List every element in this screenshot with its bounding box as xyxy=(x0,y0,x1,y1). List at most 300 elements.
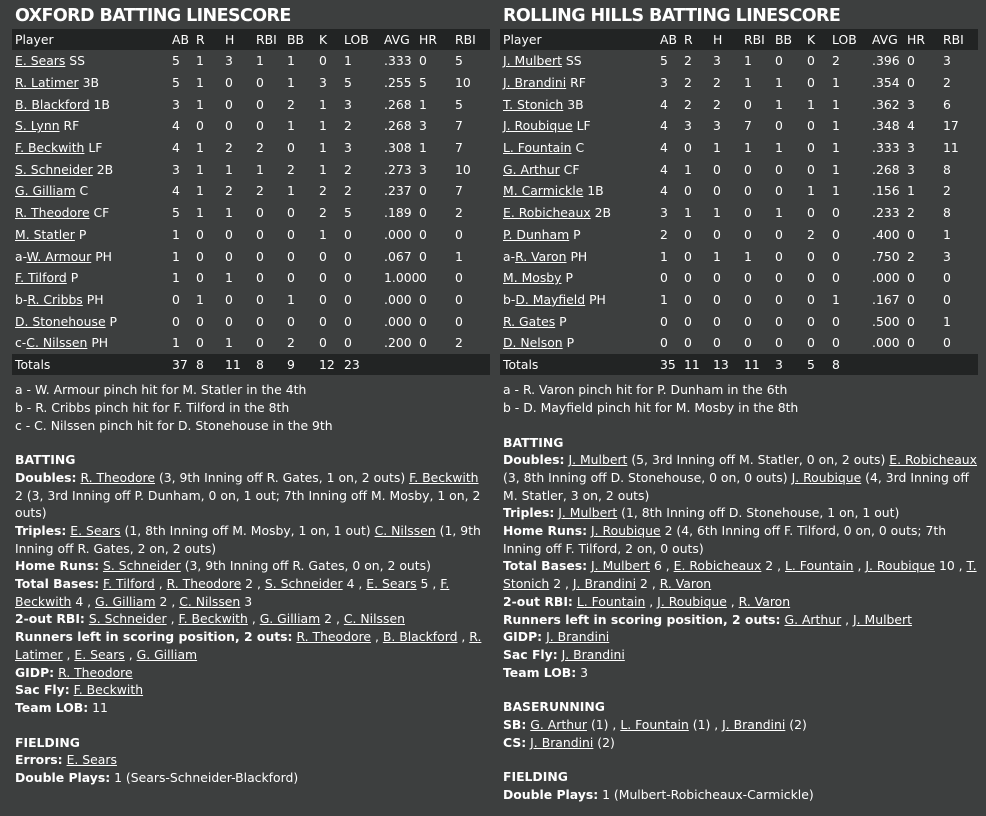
total-avg xyxy=(872,354,907,376)
stat-rbi-total: 3 xyxy=(943,248,951,264)
column-header: AVG xyxy=(384,32,410,47)
stat-text: (3, 8th Inning off D. Stonehouse, 0 on, 0 outs) xyxy=(503,469,792,485)
player-link[interactable]: J. Brandini xyxy=(722,717,786,733)
player-row xyxy=(500,93,978,115)
player-link[interactable]: F. Tilford xyxy=(103,576,155,592)
stat-rbi-total: 2 xyxy=(455,205,463,221)
stat-k: 0 xyxy=(807,270,815,286)
player-link[interactable]: F. Beckwith xyxy=(409,469,479,485)
stat-bb: 2 xyxy=(287,161,295,177)
stat-text: (3, 9th Inning off R. Gates, 0 on, 2 outs) xyxy=(180,558,431,574)
player-link[interactable]: E. Sears xyxy=(366,576,417,592)
stat-h: 2 xyxy=(713,96,721,112)
stat-hr: 2 xyxy=(907,248,915,264)
player-position: P xyxy=(573,226,581,242)
column-header: RBI xyxy=(943,32,964,47)
stat-rbi-total: 11 xyxy=(943,140,959,156)
stat-hr: 1 xyxy=(419,96,427,112)
stat-rbi: 0 xyxy=(744,335,752,351)
total-hr xyxy=(419,354,455,376)
player-link[interactable]: E. Robicheaux xyxy=(889,452,977,468)
stat-line xyxy=(15,769,490,787)
stat-hr: 0 xyxy=(907,291,915,307)
stat-hr: 0 xyxy=(419,205,427,221)
stat-r: 2 xyxy=(684,96,692,112)
stat-text: 2 , xyxy=(549,576,573,592)
stat-k: 0 xyxy=(807,313,815,329)
player-position: CF xyxy=(563,161,580,177)
stat-avg: .396 xyxy=(872,53,900,69)
stat-hr: 0 xyxy=(907,75,915,91)
player-link[interactable]: J. Mulbert xyxy=(568,452,628,468)
player-link[interactable]: S. Schneider xyxy=(102,558,181,574)
stat-hr: 0 xyxy=(419,335,427,351)
stat-lob: 1 xyxy=(832,183,840,199)
player-link[interactable]: R. Theodore xyxy=(166,576,242,592)
stat-lob: 0 xyxy=(344,248,352,264)
column-header: BB xyxy=(775,32,793,47)
stat-hr: 0 xyxy=(419,53,427,69)
player-link[interactable]: L. Fountain xyxy=(620,717,689,733)
section-fielding xyxy=(12,734,490,787)
player-link[interactable]: L. Fountain xyxy=(503,140,572,156)
stat-text: 1 (Mulbert-Robicheaux-Carmickle) xyxy=(598,787,814,803)
stat-rbi-total: 2 xyxy=(943,183,951,199)
player-row xyxy=(500,224,978,246)
stat-line xyxy=(15,610,490,628)
stat-rbi-total: 10 xyxy=(455,75,471,91)
player-link[interactable]: R. Latimer xyxy=(15,75,79,91)
player-position: P xyxy=(559,313,567,329)
linescore-table xyxy=(12,29,490,375)
player-link[interactable]: J. Mulbert xyxy=(558,505,618,521)
player-link[interactable]: M. Statler xyxy=(15,226,75,242)
player-link[interactable]: G. Gilliam xyxy=(136,646,198,662)
stat-r: 1 xyxy=(684,161,692,177)
stat-k: 0 xyxy=(807,291,815,307)
stat-h: 0 xyxy=(713,183,721,199)
stat-bb: 1 xyxy=(287,291,295,307)
stat-line xyxy=(503,734,978,752)
stat-r: 0 xyxy=(196,335,204,351)
stat-avg: .067 xyxy=(384,248,412,264)
stat-rbi: 0 xyxy=(744,96,752,112)
total-bb: 3 xyxy=(775,356,783,372)
player-link[interactable]: J. Roubique xyxy=(590,523,661,539)
column-header: K xyxy=(807,32,816,47)
stat-avg: .268 xyxy=(872,161,900,177)
player-row xyxy=(12,289,490,311)
player-link[interactable]: D. Stonehouse xyxy=(15,313,106,329)
stat-text: (2) xyxy=(785,717,807,733)
player-link[interactable]: J. Brandini xyxy=(561,646,625,662)
stat-k: 1 xyxy=(319,118,327,134)
stat-text: 2 , xyxy=(761,558,785,574)
sub-prefix: b- xyxy=(503,291,516,307)
player-link[interactable]: R. Latimer xyxy=(15,629,482,662)
player-link[interactable]: C. Nilssen xyxy=(343,611,405,627)
player-link[interactable]: S. Lynn xyxy=(15,118,60,134)
stat-avg: .233 xyxy=(872,205,900,221)
stat-line xyxy=(15,557,490,575)
stat-text: , xyxy=(726,593,739,609)
stat-text: 4 , xyxy=(342,576,367,592)
stat-text: (1, 8th Inning off D. Stonehouse, 1 on, 1 out) xyxy=(617,505,900,521)
stat-r: 0 xyxy=(196,248,204,264)
player-link[interactable]: G. Gilliam xyxy=(15,183,76,199)
totals-row xyxy=(500,354,978,376)
column-header: H xyxy=(713,32,723,47)
player-link[interactable]: E. Robicheaux xyxy=(673,558,762,574)
stat-r: 1 xyxy=(196,53,204,69)
total-r: 11 xyxy=(684,356,700,372)
stat-bb: 2 xyxy=(287,96,295,112)
stat-avg: .333 xyxy=(872,140,900,156)
stat-r: 0 xyxy=(684,226,692,242)
totals-row xyxy=(12,354,490,376)
stat-rbi-total: 0 xyxy=(455,291,463,307)
stat-rbi: 1 xyxy=(744,248,752,264)
stat-line xyxy=(15,751,490,769)
note-line: a - R. Varon pinch hit for P. Dunham in the 6th xyxy=(503,382,788,398)
stat-lob: 1 xyxy=(832,75,840,91)
total-r: 8 xyxy=(196,356,204,372)
stat-bb: 1 xyxy=(775,75,783,91)
player-link[interactable]: R. Cribbs xyxy=(27,291,83,307)
stat-text: (3, 9th Inning off R. Gates, 1 on, 2 outs) xyxy=(155,469,410,485)
stat-ab: 1 xyxy=(172,226,180,242)
stat-text: 2 , xyxy=(241,576,265,592)
player-link[interactable]: S. Schneider xyxy=(88,611,167,627)
column-header: AVG xyxy=(872,32,898,47)
stat-label: Team LOB: xyxy=(503,664,577,680)
stat-avg: .237 xyxy=(384,183,412,199)
player-link[interactable]: R. Varon xyxy=(515,248,567,264)
player-cell xyxy=(12,115,172,137)
stat-hr: 3 xyxy=(907,140,915,156)
player-link[interactable]: S. Schneider xyxy=(264,576,343,592)
stat-r: 1 xyxy=(196,291,204,307)
player-link[interactable]: C. Nilssen xyxy=(26,335,88,351)
player-link[interactable]: R. Theodore xyxy=(15,205,90,221)
player-link[interactable]: J. Brandini xyxy=(503,75,567,91)
stat-bb: 0 xyxy=(775,335,783,351)
stat-r: 1 xyxy=(196,205,204,221)
stat-k: 1 xyxy=(319,96,327,112)
stat-h: 0 xyxy=(225,96,233,112)
stat-h: 3 xyxy=(225,53,233,69)
stat-text: 1 (Sears-Schneider-Blackford) xyxy=(110,770,299,786)
player-cell xyxy=(500,310,660,332)
player-link[interactable]: E. Sears xyxy=(74,646,125,662)
stat-rbi: 0 xyxy=(744,226,752,242)
player-cell xyxy=(12,202,172,224)
stat-k: 0 xyxy=(319,248,327,264)
stat-r: 0 xyxy=(684,335,692,351)
stat-r: 0 xyxy=(684,248,692,264)
player-link[interactable]: J. Mulbert xyxy=(591,558,650,574)
total-h: 11 xyxy=(225,356,241,372)
stat-k: 0 xyxy=(807,118,815,134)
player-row xyxy=(500,72,978,94)
player-link[interactable]: J. Mulbert xyxy=(853,611,912,627)
stat-h: 1 xyxy=(713,205,721,221)
player-position: 3B xyxy=(82,75,99,91)
player-cell xyxy=(12,332,172,354)
stat-h: 3 xyxy=(713,53,721,69)
stat-lob: 1 xyxy=(832,291,840,307)
column-header: Player xyxy=(15,32,54,47)
stat-rbi-total: 7 xyxy=(455,140,463,156)
section-baserunning xyxy=(500,698,978,751)
player-link[interactable]: B. Blackford xyxy=(15,96,90,112)
player-link[interactable]: R. Varon xyxy=(659,576,712,592)
player-link[interactable]: C. Nilssen xyxy=(179,593,241,609)
stat-line xyxy=(15,681,490,699)
player-link[interactable]: E. Sears xyxy=(15,53,66,69)
player-row xyxy=(12,245,490,267)
stat-ab: 2 xyxy=(660,226,668,242)
player-link[interactable]: G. Arthur xyxy=(530,717,587,733)
player-link[interactable]: J. Brandini xyxy=(546,629,610,645)
player-link[interactable]: M. Mosby xyxy=(503,270,562,286)
pinch-hit-notes xyxy=(500,381,978,416)
player-link[interactable]: E. Robicheaux xyxy=(503,205,591,221)
stat-avg: .268 xyxy=(384,118,412,134)
player-link[interactable]: R. Varon xyxy=(738,593,791,609)
stat-rbi: 0 xyxy=(744,270,752,286)
player-cell xyxy=(500,93,660,115)
stat-line xyxy=(503,716,978,734)
stat-rbi: 0 xyxy=(256,205,264,221)
stat-hr: 2 xyxy=(907,205,915,221)
player-cell xyxy=(500,137,660,159)
stat-bb: 0 xyxy=(775,53,783,69)
player-link[interactable]: G. Arthur xyxy=(503,161,560,177)
stat-lob: 1 xyxy=(832,140,840,156)
stat-h: 0 xyxy=(713,270,721,286)
stat-label: Doubles: xyxy=(15,469,77,485)
stat-label: Home Runs: xyxy=(15,558,100,574)
player-link[interactable]: L. Fountain xyxy=(785,558,854,574)
player-cell xyxy=(500,158,660,180)
stat-bb: 0 xyxy=(775,313,783,329)
stat-hr: 3 xyxy=(419,118,427,134)
stat-lob: 3 xyxy=(344,96,352,112)
stat-line xyxy=(503,593,978,611)
player-link[interactable]: J. Brandini xyxy=(572,576,637,592)
player-cell xyxy=(12,72,172,94)
stat-bb: 0 xyxy=(775,226,783,242)
stat-text: , xyxy=(371,629,383,645)
stat-line xyxy=(503,504,978,522)
player-link[interactable]: E. Sears xyxy=(70,522,121,538)
player-row xyxy=(12,93,490,115)
player-link[interactable]: P. Dunham xyxy=(503,226,570,242)
stat-text: 10 , xyxy=(935,558,967,574)
player-link[interactable]: R. Theodore xyxy=(80,469,155,485)
player-position: P xyxy=(565,270,573,286)
player-cell xyxy=(500,50,660,72)
stat-r: 2 xyxy=(684,53,692,69)
player-position: P xyxy=(78,226,87,242)
stat-line xyxy=(503,628,978,646)
stat-h: 0 xyxy=(225,313,233,329)
stat-avg: .000 xyxy=(384,313,412,329)
stat-rbi: 0 xyxy=(256,226,264,242)
player-cell xyxy=(500,245,660,267)
player-link[interactable]: R. Theodore xyxy=(296,629,372,645)
stat-ab: 4 xyxy=(660,161,668,177)
stat-text: (4, 3rd Inning off M. Statler, 3 on, 2 outs) xyxy=(503,469,969,503)
stat-bb: 1 xyxy=(775,140,783,156)
stat-rbi: 2 xyxy=(256,140,264,156)
stat-text: , xyxy=(247,611,260,627)
stat-text: 2 , xyxy=(636,576,660,592)
stat-k: 3 xyxy=(319,75,327,91)
player-link[interactable]: F. Beckwith xyxy=(73,682,144,698)
player-position: PH xyxy=(86,291,104,307)
player-cell xyxy=(12,50,172,72)
player-link[interactable]: T. Stonich xyxy=(503,96,564,112)
player-link[interactable]: J. Brandini xyxy=(530,734,594,750)
player-link[interactable]: B. Blackford xyxy=(382,629,458,645)
stat-label: Home Runs: xyxy=(503,523,588,539)
stat-lob: 5 xyxy=(344,205,352,221)
player-cell xyxy=(12,180,172,202)
stat-bb: 0 xyxy=(287,313,295,329)
player-link[interactable]: F. Tilford xyxy=(15,270,67,286)
player-link[interactable]: J. Roubique xyxy=(503,118,573,134)
stat-rbi: 1 xyxy=(744,140,752,156)
stat-rbi-total: 0 xyxy=(943,291,951,307)
player-link[interactable]: J. Roubique xyxy=(865,558,935,574)
stat-h: 1 xyxy=(713,248,721,264)
player-row xyxy=(12,115,490,137)
box-title: OXFORD BATTING LINESCORE xyxy=(15,6,291,26)
column-header: H xyxy=(225,32,235,47)
player-cell xyxy=(12,289,172,311)
player-row xyxy=(500,289,978,311)
stat-ab: 4 xyxy=(172,140,180,156)
section-title: BATTING xyxy=(15,452,76,468)
stat-bb: 2 xyxy=(287,335,295,351)
stat-lob: 1 xyxy=(832,96,840,112)
stat-rbi-total: 5 xyxy=(455,53,463,69)
player-row xyxy=(500,332,978,354)
player-link[interactable]: R. Gates xyxy=(503,313,556,329)
player-row xyxy=(500,267,978,289)
player-link[interactable]: M. Carmickle xyxy=(503,183,584,199)
stat-ab: 1 xyxy=(660,291,668,307)
stat-rbi-total: 8 xyxy=(943,205,951,221)
player-link[interactable]: S. Schneider xyxy=(15,161,93,177)
player-position: LF xyxy=(88,140,103,156)
player-link[interactable]: J. Mulbert xyxy=(503,53,562,69)
stat-rbi: 0 xyxy=(256,313,264,329)
player-link[interactable]: F. Beckwith xyxy=(178,611,248,627)
stat-lob: 0 xyxy=(344,270,352,286)
player-link[interactable]: T. Stonich xyxy=(503,558,977,592)
stat-k: 2 xyxy=(319,205,327,221)
stat-rbi-total: 1 xyxy=(943,313,951,329)
stat-label: 2-out RBI: xyxy=(503,593,573,609)
stat-rbi: 0 xyxy=(256,248,264,264)
player-link[interactable]: W. Armour xyxy=(26,248,92,264)
stat-h: 2 xyxy=(225,183,233,199)
player-link[interactable]: D. Mayfield xyxy=(515,291,586,307)
total-rbi: 8 xyxy=(256,356,264,372)
section-title: FIELDING xyxy=(503,769,568,785)
stat-lob: 2 xyxy=(344,183,352,199)
stat-h: 0 xyxy=(713,226,721,242)
stat-rbi-total: 0 xyxy=(455,226,463,242)
stat-avg: .268 xyxy=(384,96,412,112)
stat-hr: 0 xyxy=(419,270,427,286)
player-position: P xyxy=(566,335,575,351)
stat-lob: 1 xyxy=(344,53,352,69)
stat-text: 4 , xyxy=(71,593,96,609)
stat-rbi: 2 xyxy=(256,183,264,199)
section-title: FIELDING xyxy=(15,734,80,750)
player-link[interactable]: F. Beckwith xyxy=(15,140,85,156)
stat-ab: 0 xyxy=(172,291,180,307)
total-rbi-total xyxy=(943,354,978,376)
player-position: P xyxy=(70,270,79,286)
stat-label: Total Bases: xyxy=(503,558,588,574)
player-position: PH xyxy=(95,248,112,264)
player-link[interactable]: G. Gilliam xyxy=(259,611,321,627)
player-link[interactable]: J. Roubique xyxy=(791,469,862,485)
stat-h: 0 xyxy=(713,313,721,329)
stat-rbi-total: 7 xyxy=(455,118,463,134)
stat-rbi-total: 8 xyxy=(943,161,951,177)
stat-h: 3 xyxy=(713,118,721,134)
player-link[interactable]: J. Roubique xyxy=(657,593,727,609)
note-line: c - C. Nilssen pinch hit for D. Stonehouse in the 9th xyxy=(15,417,333,433)
player-link[interactable]: R. Theodore xyxy=(58,664,133,680)
stat-avg: .167 xyxy=(872,291,900,307)
player-link[interactable]: G. Gilliam xyxy=(95,593,156,609)
sub-prefix: a- xyxy=(15,248,27,264)
stat-lob: 2 xyxy=(832,53,840,69)
stat-h: 0 xyxy=(225,226,233,242)
player-link[interactable]: F. Beckwith xyxy=(15,576,450,609)
stat-bb: 0 xyxy=(287,226,295,242)
stat-k: 1 xyxy=(319,140,327,156)
player-link[interactable]: D. Nelson xyxy=(503,335,563,351)
stat-r: 1 xyxy=(196,183,204,199)
stat-lob: 1 xyxy=(832,161,840,177)
player-link[interactable]: L. Fountain xyxy=(576,593,646,609)
stat-bb: 1 xyxy=(775,96,783,112)
column-header: LOB xyxy=(344,32,369,47)
stat-label: GIDP: xyxy=(15,664,55,680)
stat-lob: 0 xyxy=(344,226,352,242)
player-link[interactable]: G. Arthur xyxy=(784,611,842,627)
stat-label: Runners left in scoring position, 2 outs: xyxy=(15,629,293,645)
player-cell xyxy=(12,137,172,159)
player-link[interactable]: E. Sears xyxy=(66,752,117,768)
stat-bb: 0 xyxy=(775,183,783,199)
player-row xyxy=(12,310,490,332)
stat-h: 0 xyxy=(713,161,721,177)
stat-h: 0 xyxy=(225,75,233,91)
stat-line xyxy=(503,557,978,592)
player-link[interactable]: C. Nilssen xyxy=(374,522,436,538)
stat-rbi: 0 xyxy=(256,118,264,134)
stat-rbi: 0 xyxy=(256,75,264,91)
